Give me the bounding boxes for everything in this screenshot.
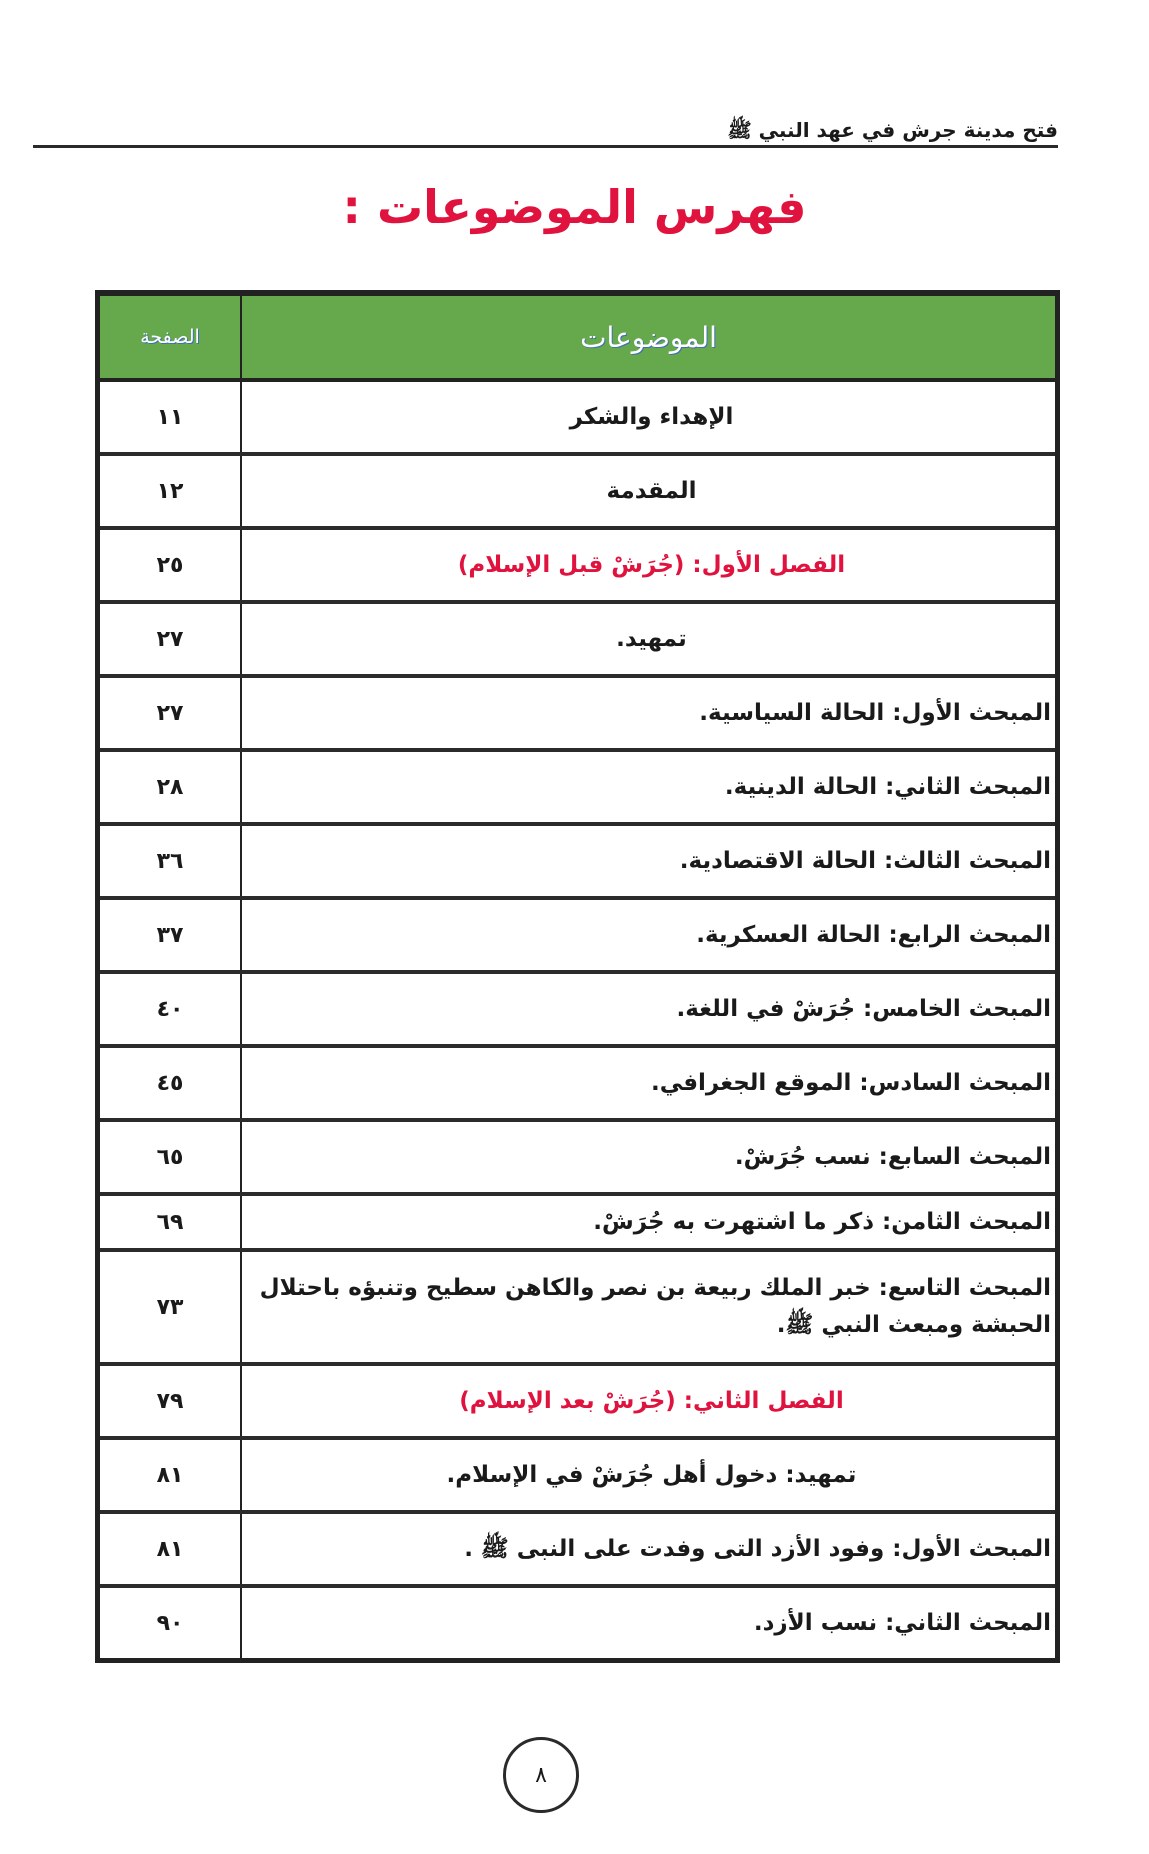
table-row (98, 1512, 1058, 1586)
row-topic: المبحث الثامن: ذكر ما اشتهرت به جُرَشْ. (241, 1194, 1058, 1250)
row-topic: المبحث السابع: نسب جُرَشْ. (241, 1120, 1058, 1194)
row-topic: المبحث الثالث: الحالة الاقتصادية. (241, 824, 1058, 898)
row-page: ٨١ (98, 1438, 242, 1512)
table-row (98, 750, 1058, 824)
row-topic: المبحث الثاني: الحالة الدينية. (241, 750, 1058, 824)
row-page: ٩٠ (98, 1586, 242, 1661)
toc-table (95, 290, 1060, 1663)
table-row (98, 1120, 1058, 1194)
row-page: ٢٨ (98, 750, 242, 824)
table-row (98, 972, 1058, 1046)
table-row (98, 1194, 1058, 1250)
row-page: ٢٧ (98, 602, 242, 676)
chapter-topic: الفصل الأول: (جُرَشْ قبل الإسلام) (241, 528, 1058, 602)
row-topic: المبحث الأول: الحالة السياسية. (241, 676, 1058, 750)
row-page: ٧٩ (98, 1364, 242, 1438)
row-topic: المبحث الخامس: جُرَشْ في اللغة. (241, 972, 1058, 1046)
row-page: ٨١ (98, 1512, 242, 1586)
row-topic: المبحث الثاني: نسب الأزد. (753, 1609, 1051, 1636)
table-row (98, 380, 1058, 454)
row-page: ٧٣ (98, 1250, 242, 1364)
column-header-topics: الموضوعات (241, 293, 1058, 380)
row-page: ٣٧ (98, 898, 242, 972)
table-row (98, 676, 1058, 750)
table-row (98, 1046, 1058, 1120)
table-row (98, 1438, 1058, 1512)
row-topic: المقدمة (241, 454, 1058, 528)
row-page: ٤٠ (98, 972, 242, 1046)
chapter-topic: الفصل الثاني: (جُرَشْ بعد الإسلام) (241, 1364, 1058, 1438)
table-row (98, 602, 1058, 676)
book-title: فتح مدينة جرش في عهد النبي ﷺ (727, 118, 1058, 142)
table-row (98, 824, 1058, 898)
row-page: ٢٥ (98, 528, 242, 602)
row-topic: المبحث التاسع: خبر الملك ربيعة بن نصر والكاهن سطيح وتنبؤه باحتلال الحبشة ومبعث النبي ﷺ. (241, 1250, 1058, 1364)
running-header (33, 112, 1058, 146)
row-topic: تمهيد. (241, 602, 1058, 676)
row-topic: المبحث الرابع: الحالة العسكرية. (241, 898, 1058, 972)
table-header-row (98, 293, 1058, 380)
header-divider (33, 145, 1058, 148)
table-row-chapter (98, 528, 1058, 602)
table-row-chapter (98, 1364, 1058, 1438)
column-header-page: الصفحة (98, 293, 242, 380)
row-topic: الإهداء والشكر (241, 380, 1058, 454)
row-page: ١٢ (98, 454, 242, 528)
table-row (98, 1586, 1058, 1661)
row-page: ٦٥ (98, 1120, 242, 1194)
table-row (98, 898, 1058, 972)
row-page: ٦٩ (98, 1194, 242, 1250)
row-page: ٤٥ (98, 1046, 242, 1120)
page-title: فهرس الموضوعات : (342, 180, 807, 234)
row-page: ١١ (98, 380, 242, 454)
row-topic: المبحث الأول: وفود الأزد التى وفدت على النبى ﷺ . (241, 1512, 1058, 1586)
row-topic: المبحث السادس: الموقع الجغرافي. (241, 1046, 1058, 1120)
row-page: ٣٦ (98, 824, 242, 898)
table-row (98, 1250, 1058, 1364)
row-topic: تمهيد: دخول أهل جُرَشْ في الإسلام. (241, 1438, 1058, 1512)
page-number: ٨ (535, 1762, 547, 1788)
page-number-badge (503, 1737, 579, 1813)
table-row (98, 454, 1058, 528)
row-page: ٢٧ (98, 676, 242, 750)
